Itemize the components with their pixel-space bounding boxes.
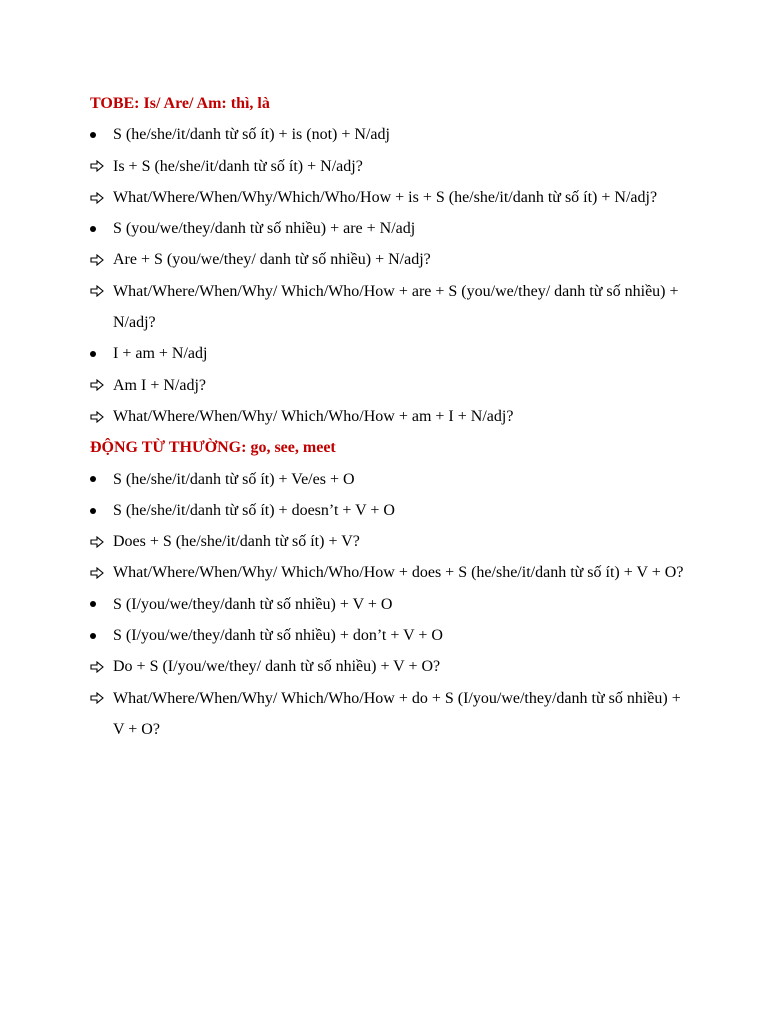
arrow-right-outline-icon bbox=[90, 401, 108, 432]
list-item-text: Are + S (you/we/they/ danh từ số nhiều) + N/adj? bbox=[113, 251, 431, 269]
bullet-dot-shape bbox=[90, 508, 96, 514]
arrow-right-outline-shape bbox=[90, 536, 104, 548]
list-item bbox=[90, 401, 690, 432]
bullet-dot-icon bbox=[90, 119, 108, 150]
list-item bbox=[90, 526, 690, 557]
section-heading: TOBE: Is/ Are/ Am: thì, là bbox=[90, 95, 270, 112]
arrow-right-outline-icon bbox=[90, 557, 108, 588]
section-tobe bbox=[90, 88, 690, 432]
arrow-right-outline-shape bbox=[90, 411, 104, 423]
list-item-text: S (I/you/we/they/danh từ số nhiều) + don’t + V + O bbox=[113, 627, 443, 645]
rule-list bbox=[90, 464, 690, 746]
arrow-right-outline-icon bbox=[90, 370, 108, 401]
arrow-right-outline-icon bbox=[90, 244, 108, 275]
arrow-right-outline-shape bbox=[90, 160, 104, 172]
list-item bbox=[90, 464, 690, 495]
list-item-text: Is + S (he/she/it/danh từ số ít) + N/adj? bbox=[113, 157, 363, 175]
list-item bbox=[90, 119, 690, 150]
arrow-right-outline-shape bbox=[90, 661, 104, 673]
bullet-dot-shape bbox=[90, 476, 96, 482]
arrow-right-outline-shape bbox=[90, 285, 104, 297]
list-item bbox=[90, 244, 690, 275]
list-item bbox=[90, 651, 690, 682]
list-item-text: S (he/she/it/danh từ số ít) + doesn’t + V + O bbox=[113, 501, 395, 519]
list-item bbox=[90, 338, 690, 369]
list-item-text: Does + S (he/she/it/danh từ số ít) + V? bbox=[113, 533, 360, 551]
bullet-dot-shape bbox=[90, 601, 96, 607]
arrow-right-outline-shape bbox=[90, 567, 104, 579]
list-item bbox=[90, 276, 690, 339]
arrow-right-outline-icon bbox=[90, 276, 108, 307]
arrow-right-outline-icon bbox=[90, 683, 108, 714]
bullet-dot-shape bbox=[90, 226, 96, 232]
arrow-right-outline-icon bbox=[90, 526, 108, 557]
arrow-right-outline-shape bbox=[90, 692, 104, 704]
list-item-text: What/Where/When/Why/ Which/Who/How + am + I + N/adj? bbox=[113, 407, 514, 425]
bullet-dot-icon bbox=[90, 338, 108, 369]
list-item-text: What/Where/When/Why/ Which/Who/How + does + S (he/she/it/danh từ số ít) + V + O? bbox=[113, 564, 684, 582]
list-item bbox=[90, 620, 690, 651]
list-item bbox=[90, 151, 690, 182]
arrow-right-outline-icon bbox=[90, 182, 108, 213]
rule-list bbox=[90, 119, 690, 432]
bullet-dot-icon bbox=[90, 589, 108, 620]
list-item bbox=[90, 213, 690, 244]
bullet-dot-shape bbox=[90, 633, 96, 639]
list-item-text: What/Where/When/Why/ Which/Who/How + do + S (I/you/we/they/danh từ số nhiều) + V + O? bbox=[113, 689, 681, 738]
list-item-text: S (he/she/it/danh từ số ít) + Ve/es + O bbox=[113, 470, 355, 488]
arrow-right-outline-shape bbox=[90, 192, 104, 204]
list-item-text: I + am + N/adj bbox=[113, 345, 208, 363]
arrow-right-outline-shape bbox=[90, 254, 104, 266]
list-item bbox=[90, 370, 690, 401]
list-item-text: S (he/she/it/danh từ số ít) + is (not) + N/adj bbox=[113, 126, 390, 144]
list-item-text: Am I + N/adj? bbox=[113, 376, 206, 394]
list-item-text: What/Where/When/Why/Which/Who/How + is + S (he/she/it/danh từ số ít) + N/adj? bbox=[113, 188, 658, 206]
bullet-dot-icon bbox=[90, 495, 108, 526]
list-item bbox=[90, 495, 690, 526]
bullet-dot-icon bbox=[90, 464, 108, 495]
list-item-text: What/Where/When/Why/ Which/Who/How + are + S (you/we/they/ danh từ số nhiều) + N/adj? bbox=[113, 282, 679, 332]
list-item-text: S (I/you/we/they/danh từ số nhiều) + V + O bbox=[113, 595, 393, 613]
arrow-right-outline-shape bbox=[90, 379, 104, 391]
arrow-right-outline-icon bbox=[90, 151, 108, 182]
bullet-dot-icon bbox=[90, 213, 108, 244]
arrow-right-outline-icon bbox=[90, 651, 108, 682]
list-item-text: Do + S (I/you/we/they/ danh từ số nhiều) + V + O? bbox=[113, 658, 441, 676]
list-item bbox=[90, 182, 690, 213]
bullet-dot-shape bbox=[90, 351, 96, 357]
bullet-dot-icon bbox=[90, 620, 108, 651]
section-dong-tu-thuong bbox=[90, 432, 690, 745]
document-page bbox=[90, 88, 690, 745]
section-heading: ĐỘNG TỪ THƯỜNG: go, see, meet bbox=[90, 439, 336, 457]
list-item bbox=[90, 683, 690, 746]
list-item bbox=[90, 557, 690, 588]
list-item bbox=[90, 589, 690, 620]
bullet-dot-shape bbox=[90, 132, 96, 138]
list-item-text: S (you/we/they/danh từ số nhiều) + are + N/adj bbox=[113, 220, 416, 238]
